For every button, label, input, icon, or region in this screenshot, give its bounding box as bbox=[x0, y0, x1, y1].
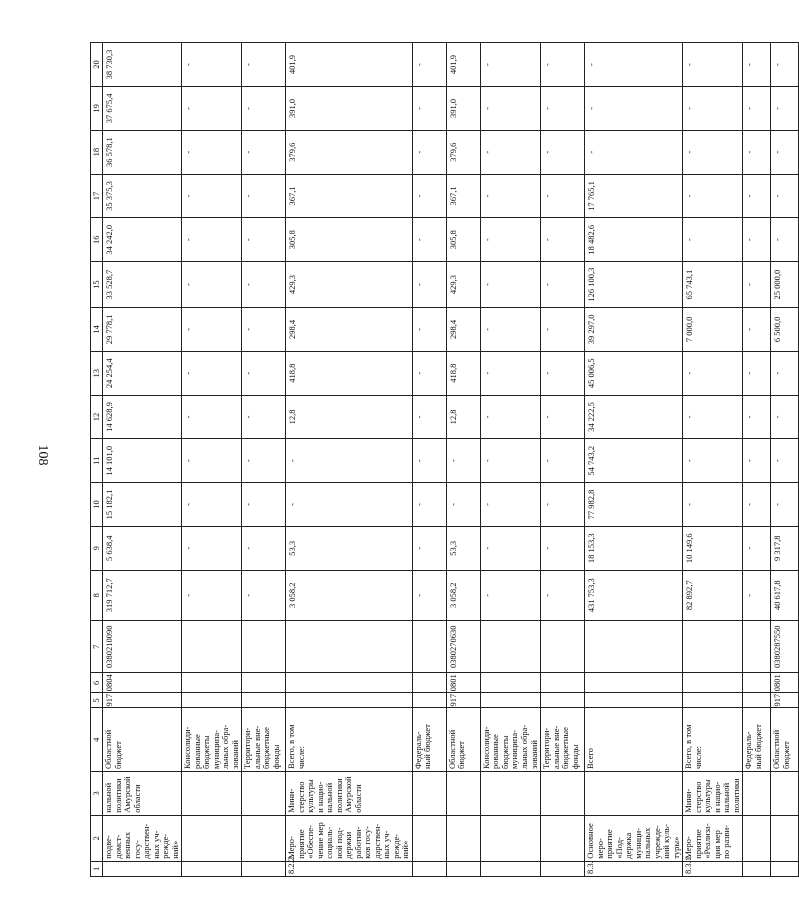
table-cell: подве- домст- венных госу- дарствен- ных уч- режде- ний» bbox=[103, 815, 182, 861]
header-cell: 15 bbox=[91, 262, 103, 308]
table-cell: Мини- стерство культуры и нацио- нальной политики bbox=[683, 771, 743, 815]
table-cell: - bbox=[182, 308, 242, 352]
table-cell: 37 675,4 bbox=[103, 87, 182, 131]
table-cell: 3 058,2 bbox=[286, 570, 413, 620]
table-cell bbox=[480, 693, 540, 708]
table-cell: - bbox=[182, 570, 242, 620]
table-cell bbox=[585, 693, 683, 708]
table-cell: - bbox=[242, 351, 286, 395]
table-cell: 15 182,1 bbox=[103, 483, 182, 527]
table-cell: - bbox=[480, 526, 540, 570]
table-cell: 10 149,6 bbox=[683, 526, 743, 570]
table-cell: Областной бюджет bbox=[446, 708, 480, 771]
table-cell: 8.3. bbox=[585, 861, 683, 876]
table-cell: - bbox=[412, 218, 446, 262]
table-cell: - bbox=[242, 439, 286, 483]
table-cell: - bbox=[771, 351, 799, 395]
header-cell: 5 bbox=[91, 693, 103, 708]
table-cell: Консолиди- рованные бюджеты муниципа- льных обра- зований bbox=[480, 708, 540, 771]
table-cell: - bbox=[541, 130, 585, 174]
table-cell: - bbox=[743, 439, 771, 483]
table-cell: - bbox=[480, 262, 540, 308]
header-cell: 18 bbox=[91, 130, 103, 174]
table-cell: 65 743,1 bbox=[683, 262, 743, 308]
header-cell: 12 bbox=[91, 395, 103, 439]
table-cell bbox=[480, 673, 540, 693]
table-cell: - bbox=[541, 218, 585, 262]
table-cell: Федераль- ный бюджет bbox=[743, 708, 771, 771]
table-cell: 917 bbox=[771, 693, 799, 708]
table-cell bbox=[242, 771, 286, 815]
rotated-table-frame bbox=[90, 42, 791, 877]
table-cell: - bbox=[242, 262, 286, 308]
table-cell: 298,4 bbox=[286, 308, 413, 352]
table-cell: - bbox=[286, 483, 413, 527]
table-cell: Областной бюджет bbox=[103, 708, 182, 771]
table-cell: 319 712,7 bbox=[103, 570, 182, 620]
table-cell: - bbox=[771, 174, 799, 218]
table-cell bbox=[446, 771, 480, 815]
table-cell: 45 006,5 bbox=[585, 351, 683, 395]
table-cell: - bbox=[446, 439, 480, 483]
table-cell: - bbox=[541, 43, 585, 87]
table-cell: Меро- приятие «Обеспе- чение мер социаль- ной под- держки работни- ков госу- дарствен- ных уч- режде- ний» bbox=[286, 815, 413, 861]
table-row bbox=[446, 43, 480, 877]
table-cell: - bbox=[182, 395, 242, 439]
table-cell: 24 254,4 bbox=[103, 351, 182, 395]
table-row bbox=[103, 43, 182, 877]
table-cell: - bbox=[480, 570, 540, 620]
table-cell: 391,0 bbox=[286, 87, 413, 131]
table-cell: - bbox=[286, 439, 413, 483]
table-row bbox=[743, 43, 771, 877]
table-cell: - bbox=[541, 174, 585, 218]
table-cell: - bbox=[182, 526, 242, 570]
table-cell bbox=[446, 815, 480, 861]
table-cell: 14 101,0 bbox=[103, 439, 182, 483]
table-cell bbox=[771, 815, 799, 861]
table-cell: - bbox=[242, 174, 286, 218]
table-cell bbox=[541, 620, 585, 673]
table-cell: - bbox=[743, 174, 771, 218]
table-cell: - bbox=[182, 43, 242, 87]
table-cell bbox=[182, 673, 242, 693]
table-cell: - bbox=[683, 395, 743, 439]
table-cell: Территори- альные вне- бюджетные фонды bbox=[242, 708, 286, 771]
table-cell bbox=[286, 673, 413, 693]
table-cell: - bbox=[541, 570, 585, 620]
table-cell: 3 058,2 bbox=[446, 570, 480, 620]
table-cell bbox=[480, 861, 540, 876]
table-cell: Всего, в том числе: bbox=[683, 708, 743, 771]
table-row bbox=[412, 43, 446, 877]
table-cell: 9 317,8 bbox=[771, 526, 799, 570]
table-cell: - bbox=[683, 483, 743, 527]
budget-table bbox=[90, 42, 799, 877]
header-cell: 3 bbox=[91, 771, 103, 815]
table-cell: - bbox=[242, 130, 286, 174]
table-cell: 33 528,7 bbox=[103, 262, 182, 308]
table-cell: 12,8 bbox=[446, 395, 480, 439]
table-cell: 38 730,3 bbox=[103, 43, 182, 87]
table-cell: - bbox=[585, 130, 683, 174]
table-cell: 0380270630 bbox=[446, 620, 480, 673]
table-cell: 429,3 bbox=[286, 262, 413, 308]
table-cell: - bbox=[242, 570, 286, 620]
table-cell bbox=[446, 861, 480, 876]
table-cell: - bbox=[743, 570, 771, 620]
table-row bbox=[480, 43, 540, 877]
table-cell bbox=[412, 693, 446, 708]
header-cell: 16 bbox=[91, 218, 103, 262]
table-cell: Основное меро- приятие «Под- держка муници- пальных учрежде- ний куль- туры» bbox=[585, 815, 683, 861]
table-cell: - bbox=[242, 308, 286, 352]
table-cell bbox=[541, 673, 585, 693]
table-cell: 25 000,0 bbox=[771, 262, 799, 308]
header-cell: 6 bbox=[91, 673, 103, 693]
table-cell bbox=[480, 815, 540, 861]
table-viewport bbox=[90, 42, 791, 877]
table-cell bbox=[743, 620, 771, 673]
table-cell: - bbox=[541, 395, 585, 439]
table-cell bbox=[286, 620, 413, 673]
table-cell: - bbox=[683, 439, 743, 483]
table-cell: - bbox=[541, 526, 585, 570]
table-cell: - bbox=[412, 174, 446, 218]
table-cell bbox=[743, 815, 771, 861]
header-cell: 19 bbox=[91, 87, 103, 131]
table-row bbox=[182, 43, 242, 877]
table-cell bbox=[541, 861, 585, 876]
table-cell: - bbox=[743, 395, 771, 439]
table-cell: - bbox=[412, 308, 446, 352]
table-cell: - bbox=[182, 262, 242, 308]
table-cell bbox=[242, 673, 286, 693]
table-cell: 429,3 bbox=[446, 262, 480, 308]
table-cell bbox=[182, 620, 242, 673]
header-cell: 9 bbox=[91, 526, 103, 570]
table-cell: 418,8 bbox=[446, 351, 480, 395]
table-cell bbox=[242, 815, 286, 861]
table-cell: - bbox=[182, 483, 242, 527]
table-cell: 367,1 bbox=[446, 174, 480, 218]
table-cell: 12,8 bbox=[286, 395, 413, 439]
table-cell bbox=[242, 861, 286, 876]
table-cell: - bbox=[541, 308, 585, 352]
table-cell: - bbox=[480, 395, 540, 439]
table-cell: - bbox=[182, 218, 242, 262]
table-cell: - bbox=[743, 43, 771, 87]
table-cell: Федераль- ный бюджет bbox=[412, 708, 446, 771]
table-cell: - bbox=[771, 218, 799, 262]
table-cell: - bbox=[480, 43, 540, 87]
table-cell: 0380287550 bbox=[771, 620, 799, 673]
table-cell bbox=[743, 673, 771, 693]
table-cell: - bbox=[743, 87, 771, 131]
table-cell bbox=[242, 693, 286, 708]
table-cell: 18 482,6 bbox=[585, 218, 683, 262]
table-cell: 17 765,1 bbox=[585, 174, 683, 218]
table-cell: 35 375,3 bbox=[103, 174, 182, 218]
table-cell: Областной бюджет bbox=[771, 708, 799, 771]
table-cell bbox=[286, 693, 413, 708]
table-cell: - bbox=[541, 351, 585, 395]
header-cell: 14 bbox=[91, 308, 103, 352]
table-cell: - bbox=[771, 130, 799, 174]
table-cell: Всего bbox=[585, 708, 683, 771]
table-cell: 34 222,5 bbox=[585, 395, 683, 439]
table-cell bbox=[743, 693, 771, 708]
header-cell: 8 bbox=[91, 570, 103, 620]
table-cell bbox=[585, 771, 683, 815]
table-cell: - bbox=[480, 351, 540, 395]
table-cell: 0804 bbox=[103, 673, 182, 693]
table-cell: 39 297,0 bbox=[585, 308, 683, 352]
header-cell: 10 bbox=[91, 483, 103, 527]
table-cell: - bbox=[412, 439, 446, 483]
table-cell: - bbox=[242, 395, 286, 439]
table-cell: - bbox=[412, 526, 446, 570]
table-cell bbox=[743, 771, 771, 815]
table-cell: - bbox=[743, 218, 771, 262]
table-row bbox=[585, 43, 683, 877]
table-cell: 8.2.2. bbox=[286, 861, 413, 876]
table-cell: 391,0 bbox=[446, 87, 480, 131]
table-cell: - bbox=[541, 483, 585, 527]
table-cell: 29 778,1 bbox=[103, 308, 182, 352]
table-cell: - bbox=[182, 351, 242, 395]
table-cell: 7 000,0 bbox=[683, 308, 743, 352]
table-cell: - bbox=[182, 87, 242, 131]
table-cell: 379,6 bbox=[446, 130, 480, 174]
table-cell: - bbox=[242, 483, 286, 527]
table-cell: - bbox=[412, 130, 446, 174]
table-cell: - bbox=[743, 526, 771, 570]
table-cell: 34 242,0 bbox=[103, 218, 182, 262]
table-cell: - bbox=[771, 87, 799, 131]
table-cell bbox=[242, 620, 286, 673]
table-cell bbox=[182, 815, 242, 861]
table-cell: - bbox=[446, 483, 480, 527]
table-cell: - bbox=[412, 351, 446, 395]
table-cell: - bbox=[683, 87, 743, 131]
table-cell: 40 617,8 bbox=[771, 570, 799, 620]
table-cell: 401,9 bbox=[286, 43, 413, 87]
table-cell bbox=[585, 620, 683, 673]
table-cell bbox=[182, 771, 242, 815]
table-cell: 8.3.1. bbox=[683, 861, 743, 876]
table-cell: - bbox=[242, 43, 286, 87]
table-cell bbox=[412, 620, 446, 673]
table-cell bbox=[480, 620, 540, 673]
table-cell bbox=[541, 815, 585, 861]
table-cell: - bbox=[242, 526, 286, 570]
table-cell: 298,4 bbox=[446, 308, 480, 352]
table-cell: нальной политики Амурской области bbox=[103, 771, 182, 815]
table-cell: - bbox=[541, 439, 585, 483]
table-cell: 18 153,3 bbox=[585, 526, 683, 570]
table-cell: 14 628,9 bbox=[103, 395, 182, 439]
table-cell: - bbox=[412, 87, 446, 131]
table-cell: 53,3 bbox=[446, 526, 480, 570]
table-cell bbox=[771, 861, 799, 876]
table-cell: - bbox=[771, 43, 799, 87]
table-cell: - bbox=[771, 439, 799, 483]
table-cell: - bbox=[412, 395, 446, 439]
header-cell: 1 bbox=[91, 861, 103, 876]
table-cell: 367,1 bbox=[286, 174, 413, 218]
table-cell: Всего, в том числе: bbox=[286, 708, 413, 771]
table-cell: - bbox=[541, 87, 585, 131]
table-cell: - bbox=[412, 262, 446, 308]
table-cell: 917 bbox=[103, 693, 182, 708]
table-cell: 0380210090 bbox=[103, 620, 182, 673]
table-cell: 431 753,3 bbox=[585, 570, 683, 620]
table-cell: 305,8 bbox=[286, 218, 413, 262]
table-cell: 305,8 bbox=[446, 218, 480, 262]
table-cell bbox=[585, 673, 683, 693]
table-cell bbox=[182, 861, 242, 876]
header-cell: 4 bbox=[91, 708, 103, 771]
table-cell bbox=[541, 771, 585, 815]
table-cell: Мини- стерство культуры и нацио- нальной политики Амурской области bbox=[286, 771, 413, 815]
page-number: 108 bbox=[35, 444, 50, 466]
table-cell: - bbox=[541, 262, 585, 308]
table-cell: - bbox=[412, 570, 446, 620]
table-cell: - bbox=[480, 87, 540, 131]
table-cell: - bbox=[480, 174, 540, 218]
table-cell: - bbox=[683, 218, 743, 262]
table-cell bbox=[412, 771, 446, 815]
table-cell: - bbox=[743, 351, 771, 395]
table-cell: 0801 bbox=[771, 673, 799, 693]
table-cell: 77 982,8 bbox=[585, 483, 683, 527]
table-cell bbox=[412, 815, 446, 861]
table-cell: - bbox=[242, 87, 286, 131]
table-cell: Территори- альные вне- бюджетные фонды bbox=[541, 708, 585, 771]
header-cell: 13 bbox=[91, 351, 103, 395]
table-cell: 379,6 bbox=[286, 130, 413, 174]
table-cell: - bbox=[743, 130, 771, 174]
table-cell bbox=[683, 693, 743, 708]
table-cell: - bbox=[771, 395, 799, 439]
table-cell: 5 638,4 bbox=[103, 526, 182, 570]
header-cell: 2 bbox=[91, 815, 103, 861]
table-cell: - bbox=[771, 483, 799, 527]
table-cell bbox=[541, 693, 585, 708]
table-cell bbox=[412, 673, 446, 693]
table-cell bbox=[480, 771, 540, 815]
table-cell: - bbox=[683, 43, 743, 87]
table-row bbox=[242, 43, 286, 877]
table-cell: - bbox=[242, 218, 286, 262]
table-cell bbox=[103, 861, 182, 876]
header-cell: 7 bbox=[91, 620, 103, 673]
table-cell bbox=[182, 693, 242, 708]
table-cell: 401,9 bbox=[446, 43, 480, 87]
header-cell: 17 bbox=[91, 174, 103, 218]
table-row bbox=[771, 43, 799, 877]
table-cell: - bbox=[683, 174, 743, 218]
header-cell: 11 bbox=[91, 439, 103, 483]
table-cell: 36 578,1 bbox=[103, 130, 182, 174]
table-cell: - bbox=[480, 218, 540, 262]
table-cell bbox=[771, 771, 799, 815]
table-row bbox=[286, 43, 413, 877]
table-cell: - bbox=[182, 439, 242, 483]
table-row bbox=[541, 43, 585, 877]
table-cell: - bbox=[480, 483, 540, 527]
table-cell: 54 743,2 bbox=[585, 439, 683, 483]
table-cell: Меро- приятие «Реализа- ция мер по разви- bbox=[683, 815, 743, 861]
table-cell: - bbox=[743, 308, 771, 352]
table-cell: - bbox=[480, 439, 540, 483]
table-cell: - bbox=[480, 130, 540, 174]
table-cell: 6 500,0 bbox=[771, 308, 799, 352]
table-cell: 126 100,3 bbox=[585, 262, 683, 308]
table-cell: - bbox=[585, 43, 683, 87]
table-cell: 53,3 bbox=[286, 526, 413, 570]
table-cell bbox=[683, 620, 743, 673]
table-cell: - bbox=[585, 87, 683, 131]
table-cell bbox=[743, 861, 771, 876]
table-cell: - bbox=[683, 130, 743, 174]
header-row bbox=[91, 43, 103, 877]
table-cell: - bbox=[743, 262, 771, 308]
table-cell: - bbox=[683, 351, 743, 395]
table-cell bbox=[683, 673, 743, 693]
table-cell bbox=[412, 861, 446, 876]
table-cell: - bbox=[182, 130, 242, 174]
table-cell: 917 bbox=[446, 693, 480, 708]
header-cell: 20 bbox=[91, 43, 103, 87]
table-cell: - bbox=[412, 483, 446, 527]
table-cell: 418,8 bbox=[286, 351, 413, 395]
table-cell: Консолиди- рованные бюджеты муниципа- льных обра- зований bbox=[182, 708, 242, 771]
table-cell: 82 892,7 bbox=[683, 570, 743, 620]
table-cell: - bbox=[743, 483, 771, 527]
table-cell: - bbox=[412, 43, 446, 87]
table-cell: 0801 bbox=[446, 673, 480, 693]
table-row bbox=[683, 43, 743, 877]
table-cell: - bbox=[480, 308, 540, 352]
table-cell: - bbox=[182, 174, 242, 218]
